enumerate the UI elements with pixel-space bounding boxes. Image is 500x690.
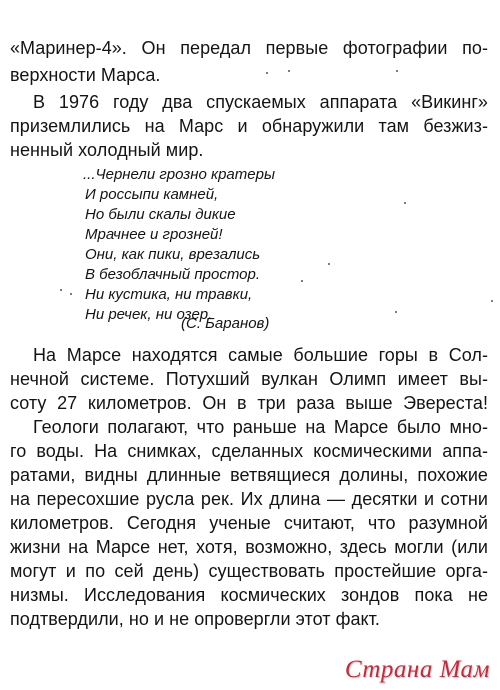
poem-line: И россыпи камней, (85, 186, 219, 203)
poem-line: Ни кустика, ни травки, (85, 286, 253, 303)
poem-line: ...Чернели грозно кратеры (83, 166, 275, 183)
paragraph-2-line: В 1976 году два спускаемых аппарата «Викинг» (33, 92, 488, 112)
paragraph-3-line: соту 27 километров. Он в три раза выше Эвереста! (10, 393, 488, 413)
scan-speck (288, 70, 290, 72)
paragraph-4-line: ратами, видны длинные ветвящиеся долины, похожие (10, 465, 488, 485)
scan-speck (396, 70, 398, 72)
paragraph-4-line: Геологи полагают, что раньше на Марсе было мно- (33, 417, 488, 437)
paragraph-1-line: верхности Марса. (10, 65, 161, 85)
paragraph-4-line: низмы. Исследования космических зондов пока не (10, 585, 488, 605)
poem-author: (С. Баранов) (181, 315, 270, 332)
paragraph-4-line: километров. Сегодня ученые считают, что разумной (10, 513, 488, 533)
scan-speck (301, 280, 303, 282)
watermark-logo: Страна Мам (344, 656, 490, 683)
scan-speck (60, 289, 62, 291)
poem-line: Они, как пики, врезались (85, 246, 261, 263)
poem-line: Мрачнее и грозней! (85, 226, 223, 243)
scan-speck (266, 72, 268, 74)
paragraph-3-line: На Марсе находятся самые большие горы в Сол- (33, 345, 488, 365)
paragraph-4-line: жизни на Марсе нет, хотя, возможно, здесь могли (или (10, 537, 488, 557)
scan-speck (404, 202, 406, 204)
scan-speck (395, 311, 397, 313)
paragraph-1-line: «Маринер-4». Он передал первые фотографии по- (10, 38, 488, 58)
paragraph-2-line: ненный холодный мир. (10, 140, 204, 160)
scan-speck (70, 293, 72, 295)
poem-line: Ни речек, ни озер. (85, 306, 213, 323)
scan-speck (328, 263, 330, 265)
paragraph-4-line: на пересохшие русла рек. Их длина — десятки и сотни (10, 489, 488, 509)
paragraph-4-line: могут и по сей день) существовать простейшие орга- (10, 561, 488, 581)
scan-speck (491, 300, 493, 302)
poem-line: В безоблачный простор. (85, 266, 261, 283)
paragraph-4-line: подтвердили, но и не опровергли этот факт. (10, 609, 380, 629)
paragraph-2-line: приземлились на Марс и обнаружили там безжиз- (10, 116, 488, 136)
paragraph-4-line: го воды. На снимках, сделанных космическими аппа- (10, 441, 488, 461)
paragraph-3-line: нечной системе. Потухший вулкан Олимп имеет вы- (10, 369, 488, 389)
poem-line: Но были скалы дикие (85, 206, 236, 223)
